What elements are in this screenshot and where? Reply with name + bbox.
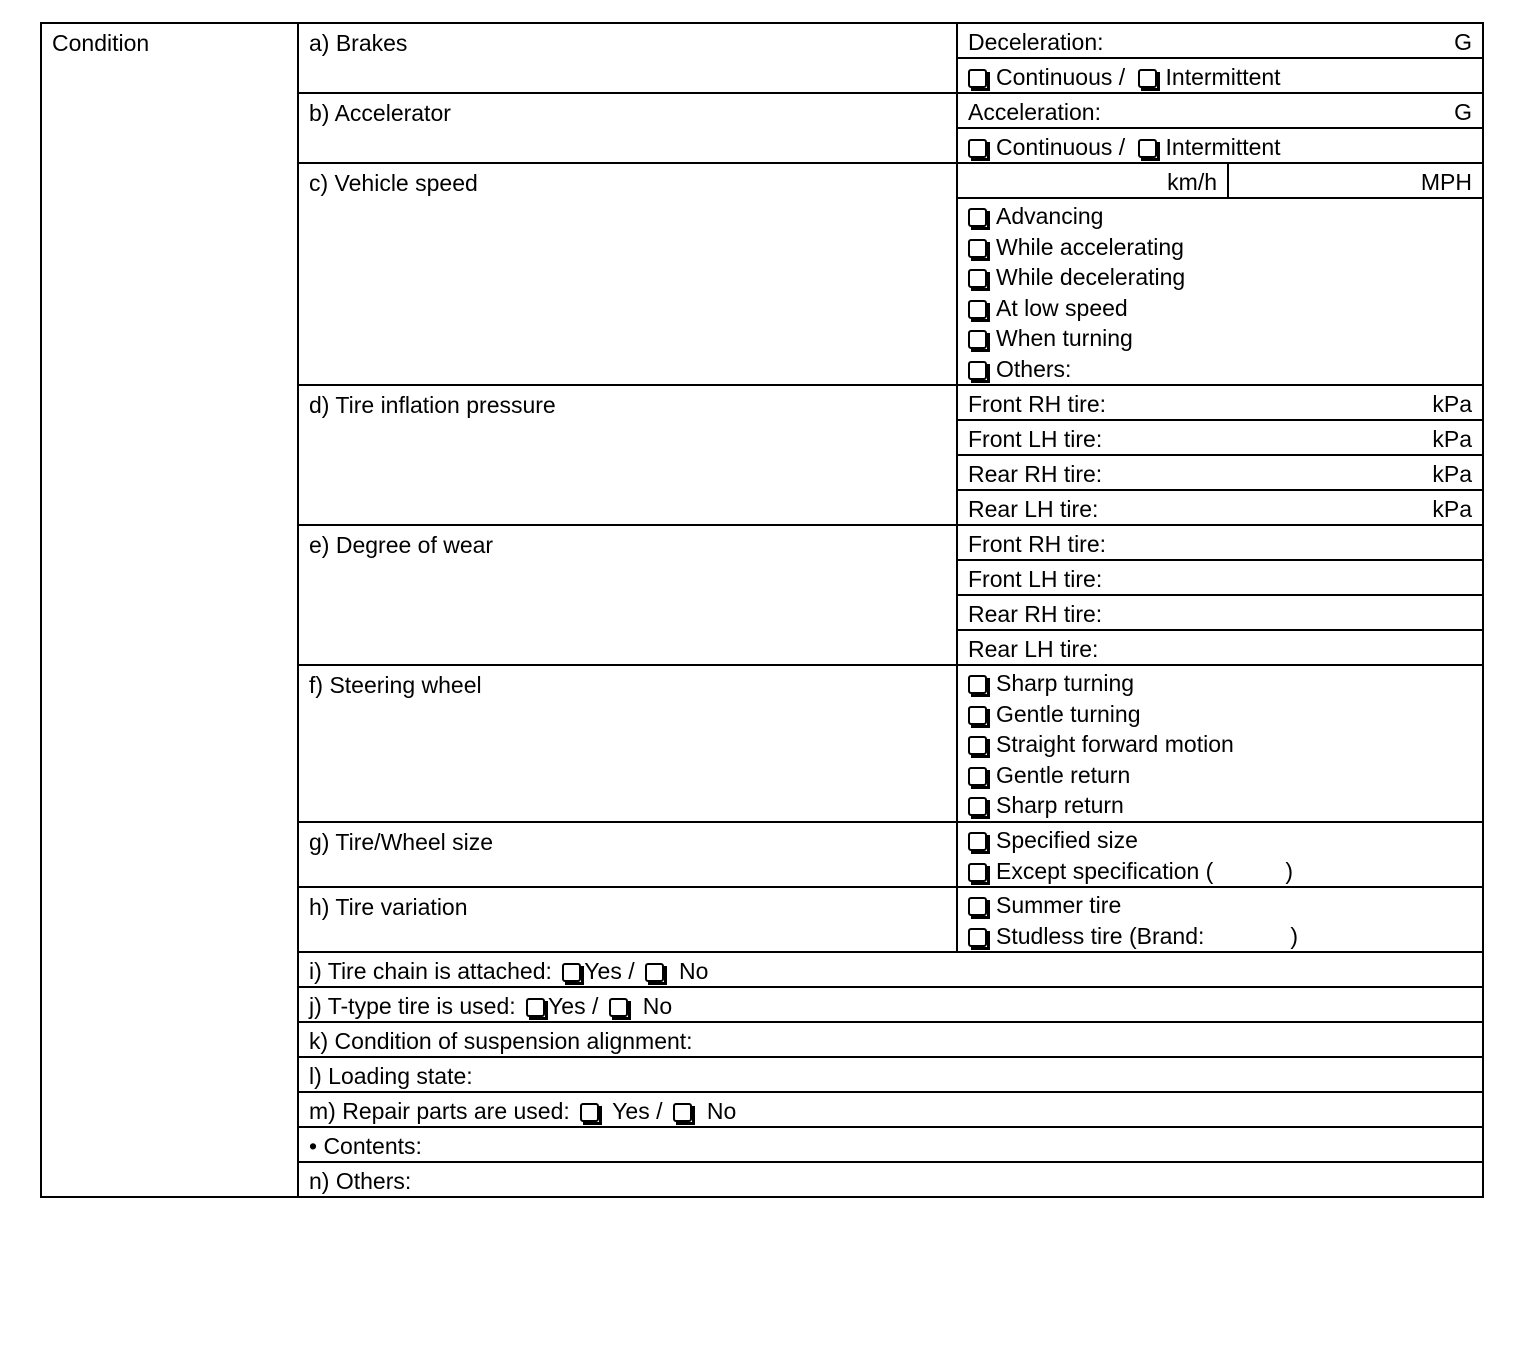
suspension-alignment-label: k) Condition of suspension alignment:	[309, 1028, 693, 1054]
degree-of-wear-label: e) Degree of wear	[298, 525, 957, 665]
pressure-unit: kPa	[1432, 391, 1472, 417]
speed-option	[968, 199, 1472, 230]
condition-header: Condition	[41, 23, 298, 1197]
repair-parts-label: m) Repair parts are used:	[309, 1098, 570, 1124]
accelerator-label: b) Accelerator	[298, 93, 957, 163]
steering-option-label: Gentle return	[996, 761, 1131, 788]
speed-option-label: While decelerating	[996, 264, 1186, 290]
vehicle-speed-options	[957, 198, 1483, 385]
steering-option	[968, 788, 1472, 819]
variation-option	[968, 888, 1472, 919]
wear-front-lh-field[interactable]	[957, 560, 1483, 595]
repair-parts-no-checkbox[interactable]	[673, 1103, 692, 1122]
loading-state-label: l) Loading state:	[309, 1063, 473, 1089]
t-type-no-checkbox[interactable]	[609, 998, 628, 1017]
except-specification-label: Except specification (	[996, 857, 1214, 884]
steering-option	[968, 727, 1472, 758]
steering-option-label: Gentle turning	[996, 700, 1141, 727]
steering-option	[968, 697, 1472, 728]
tire-wheel-size-options	[957, 822, 1483, 887]
pressure-rear-rh-field[interactable]	[957, 455, 1483, 490]
speed-option	[968, 321, 1472, 352]
speed-option-label: Others:	[996, 355, 1072, 382]
wear-tire-label: Front LH tire:	[968, 566, 1103, 592]
contents-field[interactable]	[298, 1127, 1483, 1162]
brakes-intermittent-checkbox[interactable]	[1138, 69, 1157, 88]
condition-form-table	[40, 22, 1484, 1198]
pressure-unit: kPa	[1432, 426, 1472, 452]
tire-variation-options	[957, 887, 1483, 952]
tire-chain-yes-checkbox[interactable]	[562, 963, 581, 982]
steering-option-label: Sharp return	[996, 792, 1124, 818]
steering-option	[968, 666, 1472, 697]
t-type-no-label: No	[642, 993, 673, 1019]
pressure-tire-label: Rear RH tire:	[968, 461, 1103, 487]
speed-option-checkbox[interactable]	[968, 269, 987, 288]
tire-wheel-size-label: g) Tire/Wheel size	[298, 822, 957, 887]
speed-option-checkbox[interactable]	[968, 208, 987, 227]
wear-tire-label: Rear LH tire:	[968, 636, 1099, 662]
speed-option-checkbox[interactable]	[968, 300, 987, 319]
studless-tire-checkbox[interactable]	[968, 928, 987, 947]
steering-option-checkbox[interactable]	[968, 797, 987, 816]
steering-option-label: Sharp turning	[996, 670, 1135, 696]
tire-pressure-label: d) Tire inflation pressure	[298, 385, 957, 525]
speed-option	[968, 352, 1472, 383]
pressure-tire-label: Rear LH tire:	[968, 496, 1099, 522]
loading-state-field[interactable]	[298, 1057, 1483, 1092]
speed-option-label: While accelerating	[996, 233, 1184, 260]
t-type-tire-row	[298, 987, 1483, 1022]
repair-parts-row	[298, 1092, 1483, 1127]
deceleration-unit: G	[1454, 29, 1472, 55]
summer-tire-label: Summer tire	[996, 892, 1122, 918]
steering-option-checkbox[interactable]	[968, 736, 987, 755]
suspension-alignment-field[interactable]	[298, 1022, 1483, 1057]
wear-rear-lh-field[interactable]	[957, 630, 1483, 665]
wear-rear-rh-field[interactable]	[957, 595, 1483, 630]
pressure-rear-lh-field[interactable]	[957, 490, 1483, 525]
accelerator-mode-options	[957, 128, 1483, 163]
speed-option-label: When turning	[996, 325, 1133, 351]
speed-kmh-unit: km/h	[958, 164, 1229, 197]
variation-option	[968, 919, 1472, 950]
steering-option-checkbox[interactable]	[968, 767, 987, 786]
specified-size-checkbox[interactable]	[968, 832, 987, 851]
brakes-label: a) Brakes	[298, 23, 957, 93]
acceleration-field[interactable]	[957, 93, 1483, 128]
accelerator-continuous-checkbox[interactable]	[968, 139, 987, 158]
size-option	[968, 823, 1472, 854]
specified-size-label: Specified size	[996, 827, 1138, 853]
speed-option-label: At low speed	[996, 294, 1128, 321]
summer-tire-checkbox[interactable]	[968, 897, 987, 916]
t-type-yes-label: Yes /	[548, 993, 599, 1019]
accelerator-continuous-label: Continuous /	[996, 134, 1126, 160]
speed-option-checkbox[interactable]	[968, 239, 987, 258]
steering-option-checkbox[interactable]	[968, 675, 987, 694]
except-specification-checkbox[interactable]	[968, 863, 987, 882]
steering-wheel-options	[957, 665, 1483, 822]
steering-option-checkbox[interactable]	[968, 706, 987, 725]
tire-chain-label: i) Tire chain is attached:	[309, 958, 552, 984]
wear-tire-label: Front RH tire:	[968, 531, 1107, 557]
brakes-intermittent-label: Intermittent	[1165, 64, 1281, 90]
tire-chain-yes-label: Yes /	[584, 958, 635, 984]
steering-option	[968, 758, 1472, 789]
contents-label: • Contents:	[309, 1133, 422, 1159]
brakes-continuous-label: Continuous /	[996, 64, 1126, 90]
acceleration-label: Acceleration:	[968, 99, 1101, 125]
speed-option-checkbox[interactable]	[968, 330, 987, 349]
others-label: n) Others:	[309, 1168, 412, 1194]
pressure-front-lh-field[interactable]	[957, 420, 1483, 455]
repair-parts-yes-label: Yes /	[612, 1098, 663, 1124]
accelerator-intermittent-checkbox[interactable]	[1138, 139, 1157, 158]
speed-option	[968, 291, 1472, 322]
speed-option	[968, 260, 1472, 291]
speed-option-label: Advancing	[996, 203, 1104, 229]
pressure-front-rh-field[interactable]	[957, 385, 1483, 420]
steering-option-label: Straight forward motion	[996, 731, 1234, 757]
repair-parts-no-label: No	[706, 1098, 737, 1124]
accelerator-intermittent-label: Intermittent	[1165, 134, 1281, 160]
tire-chain-no-label: No	[679, 958, 709, 984]
pressure-tire-label: Front LH tire:	[968, 426, 1103, 452]
size-option	[968, 854, 1472, 885]
tire-variation-label: h) Tire variation	[298, 887, 957, 952]
pressure-unit: kPa	[1432, 496, 1472, 522]
wear-tire-label: Rear RH tire:	[968, 601, 1103, 627]
deceleration-label: Deceleration:	[968, 29, 1104, 55]
speed-mph-unit: MPH	[1420, 169, 1472, 195]
vehicle-speed-label: c) Vehicle speed	[298, 163, 957, 385]
deceleration-field[interactable]	[957, 23, 1483, 58]
brakes-mode-options	[957, 58, 1483, 93]
tire-chain-no-checkbox[interactable]	[645, 963, 664, 982]
studless-tire-label: Studless tire (Brand:	[996, 922, 1205, 949]
t-type-tire-label: j) T-type tire is used:	[309, 993, 516, 1019]
wear-front-rh-field[interactable]	[957, 525, 1483, 560]
t-type-yes-checkbox[interactable]	[526, 998, 545, 1017]
except-specification-close: )	[1285, 857, 1293, 884]
steering-wheel-label: f) Steering wheel	[298, 665, 957, 822]
brakes-continuous-checkbox[interactable]	[968, 69, 987, 88]
pressure-unit: kPa	[1432, 461, 1472, 487]
others-field[interactable]	[298, 1162, 1483, 1197]
tire-chain-row	[298, 952, 1483, 987]
acceleration-unit: G	[1454, 99, 1472, 125]
vehicle-speed-field[interactable]	[957, 163, 1483, 198]
speed-option	[968, 230, 1472, 261]
studless-tire-close: )	[1290, 922, 1299, 949]
repair-parts-yes-checkbox[interactable]	[580, 1103, 599, 1122]
pressure-tire-label: Front RH tire:	[968, 391, 1107, 417]
speed-option-checkbox[interactable]	[968, 361, 987, 380]
